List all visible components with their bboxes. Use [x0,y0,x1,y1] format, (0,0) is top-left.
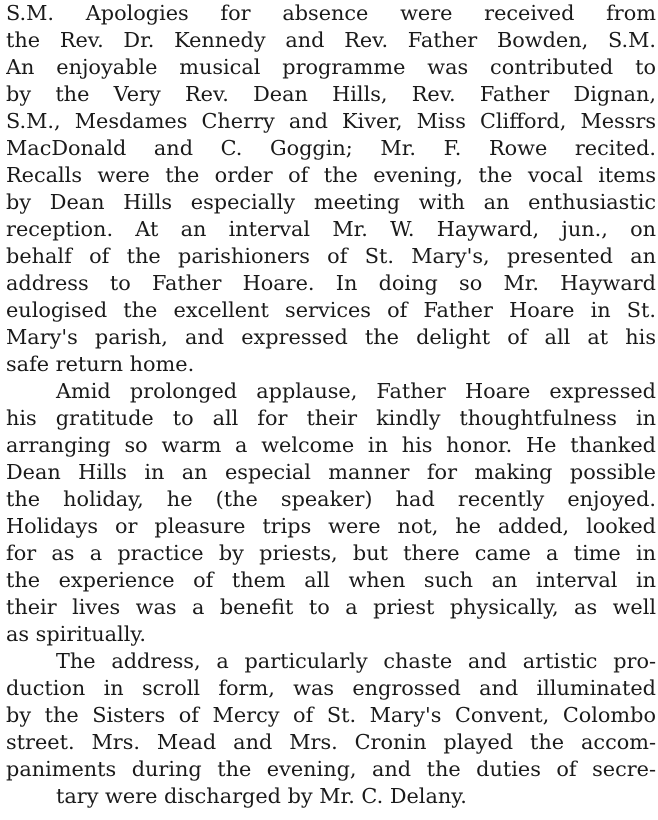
text-line: by Dean Hills especially meeting with an enthusiastic [6,190,656,214]
text-line: Dean Hills in an especial manner for making possible [6,460,656,484]
text-line: duction in scroll form, was engrossed and illuminated [6,676,656,700]
text-line: Mary's parish, and expressed the delight of all at his [6,325,656,349]
text-line: the experience of them all when such an interval in [6,568,656,592]
text-line: arranging so warm a welcome in his honor. He thanked [6,433,656,457]
text-line: S.M., Mesdames Cherry and Kiver, Miss Clifford, Messrs [6,109,656,133]
text-line: Holidays or pleasure trips were not, he added, looked [6,514,656,538]
text-line: Recalls were the order of the evening, the vocal items [6,163,656,187]
text-line: by the Very Rev. Dean Hills, Rev. Father Dignan, [6,82,656,106]
paragraph-1 [6,0,656,378]
text-line: reception. At an interval Mr. W. Hayward, jun., on [6,217,656,241]
text-line: by the Sisters of Mercy of St. Mary's Convent, Colombo [6,703,656,727]
text-line: for as a practice by priests, but there came a time in [6,541,656,565]
text-line: behalf of the parishioners of St. Mary's, presented an [6,244,656,268]
text-line: address to Father Hoare. In doing so Mr. Hayward [6,271,656,295]
text-line: street. Mrs. Mead and Mrs. Cronin played the accom- [6,730,656,754]
text-line: The address, a particularly chaste and artistic pro- [56,649,656,673]
text-line: his gratitude to all for their kindly thoughtfulness in [6,406,656,430]
paragraph-2 [6,378,656,648]
text-line: S.M. Apologies for absence were received from [6,1,656,25]
article-column [6,0,656,810]
text-line: the holiday, he (the speaker) had recently enjoyed. [6,487,656,511]
text-line: Amid prolonged applause, Father Hoare expressed [56,379,656,403]
text-line: tary were discharged by Mr. C. Delany. [56,784,467,808]
text-line: as spiritually. [6,622,146,646]
text-line: the Rev. Dr. Kennedy and Rev. Father Bowden, S.M. [6,28,656,52]
text-line: safe return home. [6,352,195,376]
text-line: paniments during the evening, and the duties of secre- [6,757,656,781]
text-line: MacDonald and C. Goggin; Mr. F. Rowe recited. [6,136,656,160]
text-line: eulogised the excellent services of Father Hoare in St. [6,298,656,322]
paragraph-3 [6,648,656,810]
text-line: their lives was a benefit to a priest physically, as well [6,595,656,619]
text-line: An enjoyable musical programme was contributed to [6,55,656,79]
